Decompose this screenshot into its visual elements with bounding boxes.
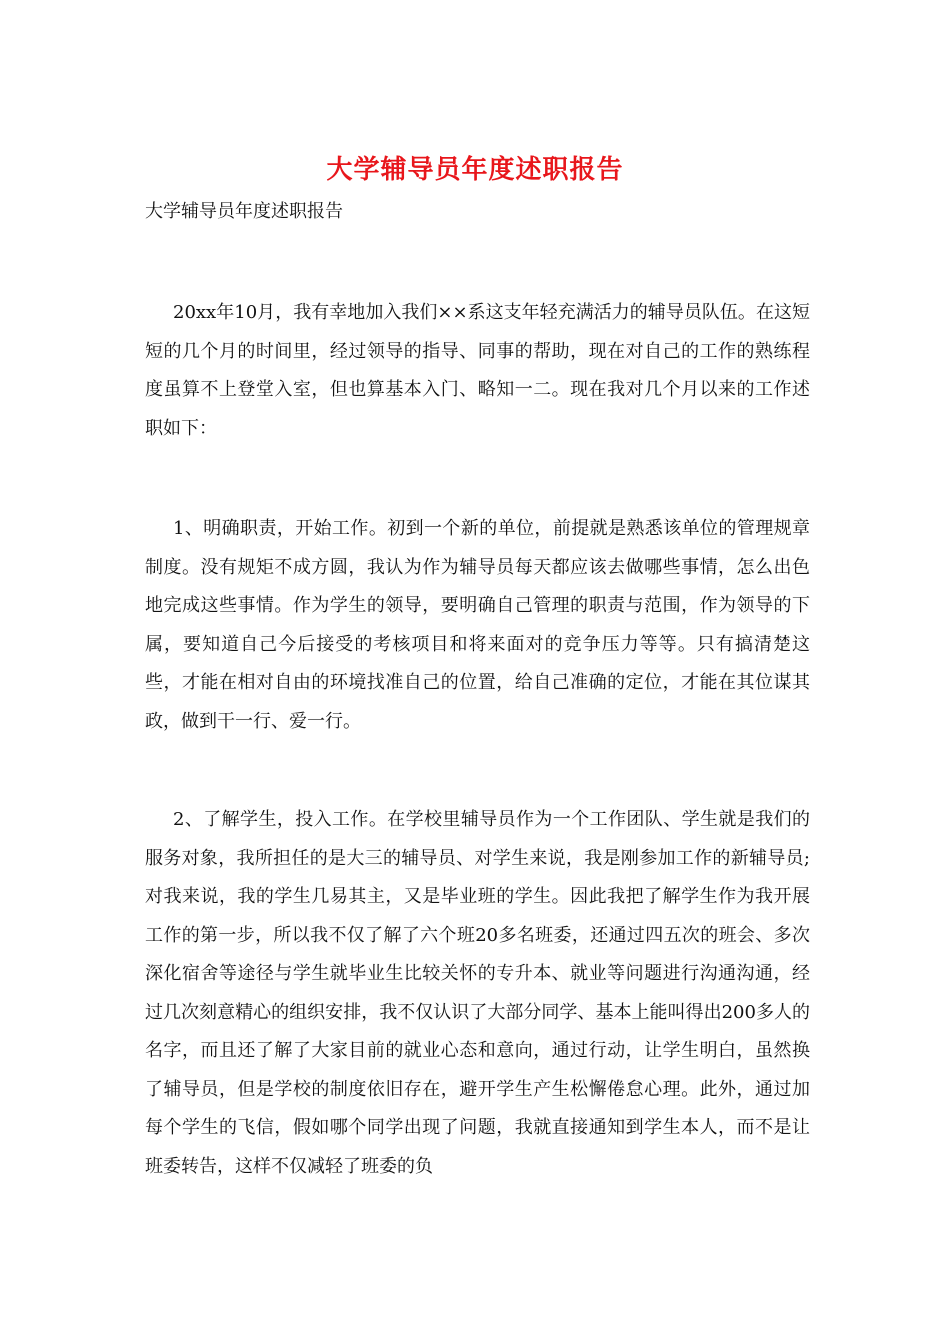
document-title: 大学辅导员年度述职报告	[326, 155, 624, 185]
paragraph-section-2: 2、了解学生，投入工作。在学校里辅导员作为一个工作团队、学生就是我们的服务对象，我所担任的是大三的辅导员、对学生来说，我是刚参加工作的新辅导员;对我来说，我的学生几易其主，又是毕业班的学生。因此我把了解学生作为我开展工作的第一步，所以我不仅了解了六个班20多名班委，还通过四五次的班会、多次深化宿舍等途径与学生就毕业生比较关怀的专升本、就业等问题进行沟通沟通，经过几次刻意精心的组织安排，我不仅认识了大部分同学、基本上能叫得出200多人的名字，而且还了解了大家目前的就业心态和意向，通过行动，让学生明白，虽然换了辅导员，但是学校的制度依旧存在，避开学生产生松懈倦怠心理。此外，通过加每个学生的飞信，假如哪个同学出现了问题，我就直接通知到学生本人，而不是让班委转告，这样不仅减轻了班委的负	[145, 809, 810, 1177]
document-subtitle: 大学辅导员年度述职报告	[145, 201, 343, 222]
paragraph-section-1: 1、明确职责，开始工作。初到一个新的单位，前提就是熟悉该单位的管理规章制度。没有规矩不成方圆，我认为作为辅导员每天都应该去做哪些事情，怎么出色地完成这些事情。作为学生的领导，要明确自己管理的职责与范围，作为领导的下属，要知道自己今后接受的考核项目和将来面对的竞争压力等等。只有搞清楚这些，才能在相对自由的环境找准自己的位置，给自己准确的定位，才能在其位谋其政，做到干一行、爱一行。	[145, 518, 810, 732]
paragraph-intro: 20xx年10月，我有幸地加入我们××系这支年轻充满活力的辅导员队伍。在这短短的几个月的时间里，经过领导的指导、同事的帮助，现在对自己的工作的熟练程度虽算不上登堂入室，但也算基本入门、略知一二。现在我对几个月以来的工作述职如下：	[145, 302, 810, 439]
